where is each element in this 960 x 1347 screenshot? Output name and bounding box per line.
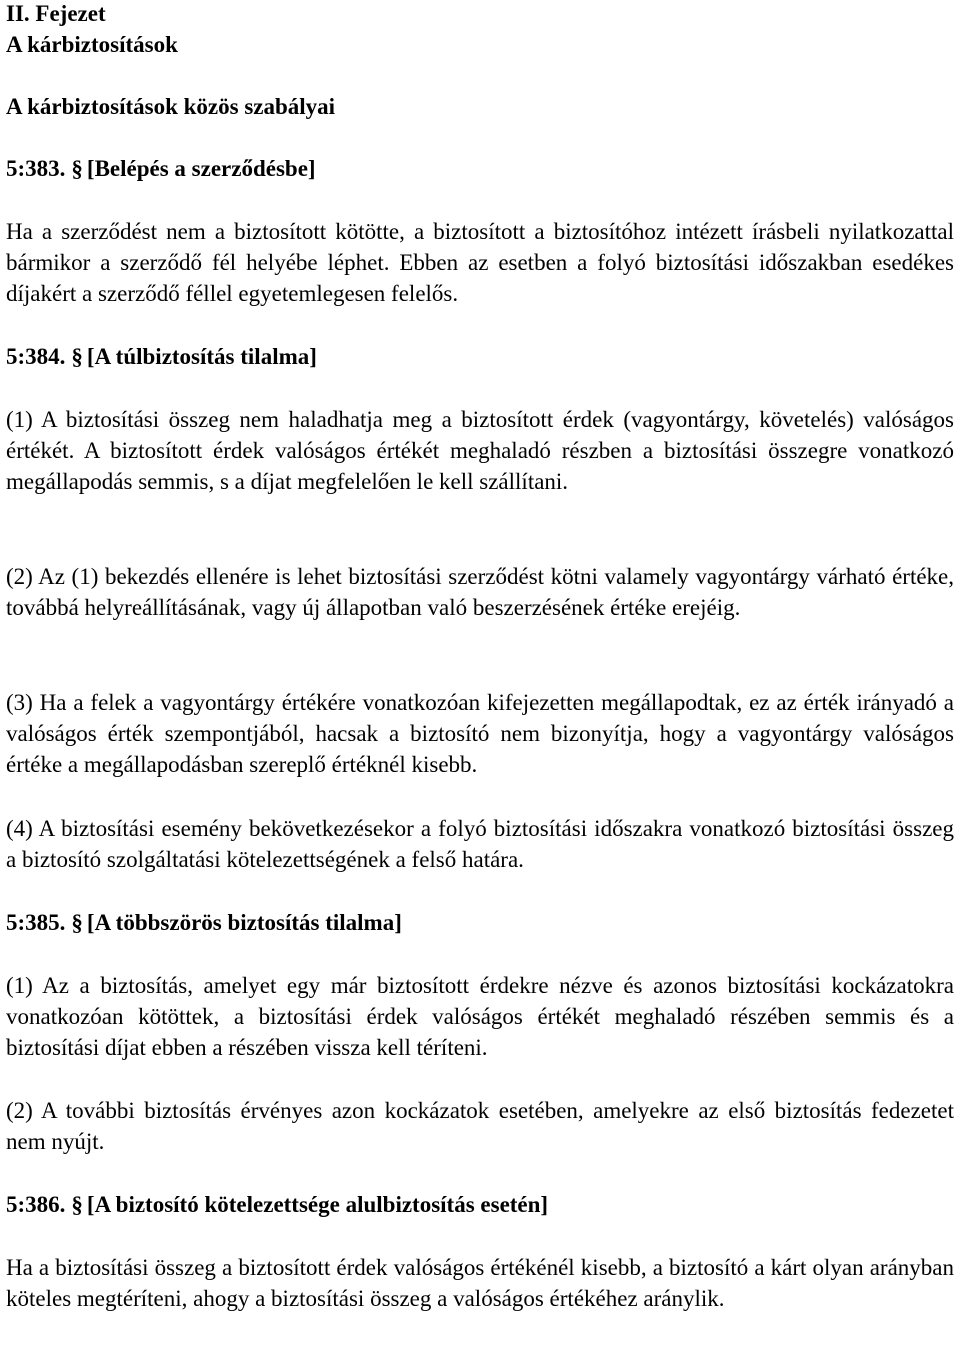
section-paragraph: (2) A további biztosítás érvényes azon kockázatok esetében, amelyekre az első biztosítás fedezetet nem nyújt. xyxy=(6,1098,954,1154)
section-number: 5:384. xyxy=(6,344,66,369)
section-paragraph: (1) Az a biztosítás, amelyet egy már biztosított érdekre nézve és azonos biztosítási kockázatokra vonatkozóan kötöttek, a biztosítási érdek valóságos értékét meghaladó részében semmis és a biztosítási díjat ebben a részében vissza kell téríteni. xyxy=(6,973,954,1060)
section-symbol: § xyxy=(71,344,83,369)
section-number: 5:383. xyxy=(6,156,66,181)
section-heading xyxy=(6,907,954,938)
section-paragraph: Ha a szerződést nem a biztosított kötötte, a biztosított a biztosítóhoz intézett írásbeli nyilatkozattal bármikor a szerződő fél helyébe léphet. Ebben az esetben a folyó biztosítási időszakban esedékes díjakért a szerződő féllel egyetemlegesen felelős. xyxy=(6,219,954,306)
section-symbol: § xyxy=(71,1192,83,1217)
chapter-title: A kárbiztosítások xyxy=(6,32,178,57)
section-title: [A túlbiztosítás tilalma] xyxy=(86,344,317,369)
section-paragraph: (3) Ha a felek a vagyontárgy értékére vonatkozóan kifejezetten megállapodtak, ez az érték irányadó a valóságos érték szempontjából, hacsak a biztosító nem bizonyítja, hogy a vagyontárgy valóságos értéke a megállapodásban szereplő értéknél kisebb. xyxy=(6,690,954,777)
section-title: [Belépés a szerződésbe] xyxy=(86,156,316,181)
section-symbol: § xyxy=(71,156,83,181)
chapter-subtitle: A kárbiztosítások közös szabályai xyxy=(6,94,336,119)
section-symbol: § xyxy=(71,910,83,935)
section-heading xyxy=(6,341,954,372)
section-title: [A biztosító kötelezettsége alulbiztosítás esetén] xyxy=(86,1192,549,1217)
section-heading xyxy=(6,153,954,184)
section-number: 5:386. xyxy=(6,1192,66,1217)
section-title: [A többszörös biztosítás tilalma] xyxy=(86,910,402,935)
section-heading xyxy=(6,1189,954,1220)
section-paragraph: (1) A biztosítási összeg nem haladhatja meg a biztosított érdek (vagyontárgy, követelés) valóságos értékét. A biztosított érdek valóságos értékét meghaladó részben a biztosítási összegre vonatkozó megállapodás semmis, s a díjat megfelelően le kell szállítani. xyxy=(6,407,954,494)
section-number: 5:385. xyxy=(6,910,66,935)
chapter-number: II. Fejezet xyxy=(6,1,106,26)
section-paragraph: Ha a biztosítási összeg a biztosított érdek valóságos értékénél kisebb, a biztosító a kárt olyan arányban köteles megtéríteni, ahogy a biztosítási összeg a valóságos értékéhez aránylik. xyxy=(6,1255,954,1311)
section-paragraph: (4) A biztosítási esemény bekövetkezésekor a folyó biztosítási időszakra vonatkozó biztosítási összeg a biztosító szolgáltatási kötelezettségének a felső határa. xyxy=(6,816,954,872)
section-paragraph: (2) Az (1) bekezdés ellenére is lehet biztosítási szerződést kötni valamely vagyontárgy várható értéke, továbbá helyreállításának, vagy új állapotban való beszerzésének értéke erejéig. xyxy=(6,564,954,620)
